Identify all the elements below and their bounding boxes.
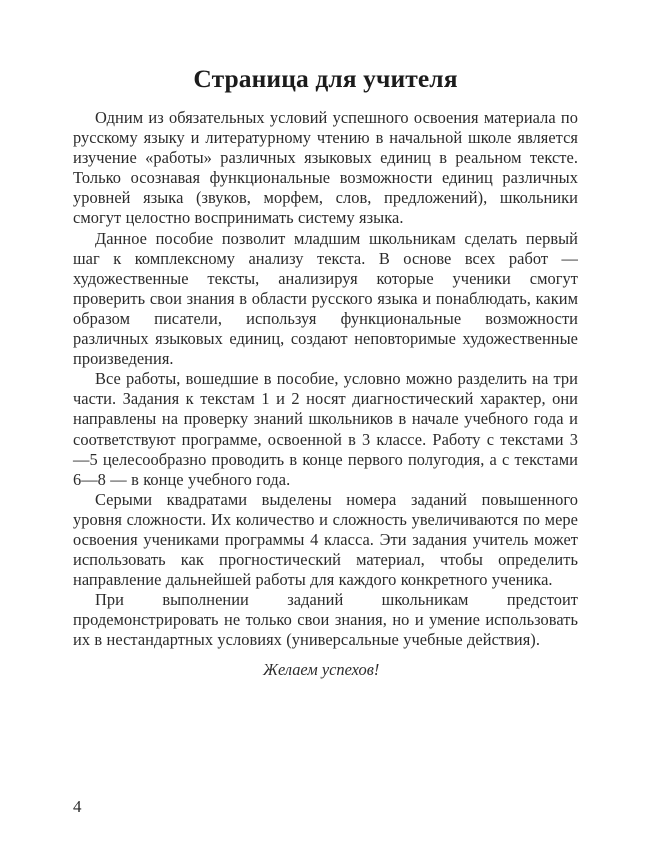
paragraph: Данное пособие позволит младшим школьникам сделать первый шаг к комплексному анализу текста. В основе всех работ — художественные тексты, анализируя которые ученики смогут проверить свои знания в области русского языка и понаблюдать, каким образом писатели, используя функциональные возможности различных языковых единиц, создают неповторимые художественные произведения. [73,228,578,369]
paragraph: Одним из обязательных условий успешного освоения материала по русскому языку и литературному чтению в начальной школе является изучение «работы» различных языковых единиц в реальном тексте. Только осознавая функциональные возможности единиц различных уровней языка (звуков, морфем, слов, предложений), школьники смогут целостно воспринимать систему языка. [73,108,578,228]
body-text-block [73,108,578,680]
page-title: Страница для учителя [193,64,458,93]
page-number: 4 [73,797,82,816]
closing-line: Желаем успехов! [263,659,380,679]
paragraph: Все работы, вошедшие в пособие, условно можно разделить на три части. Задания к текстам 1 и 2 носят диагностический характер, они направлены на проверку знаний школьников в начале учебного года и соответствуют программе, освоенной в 3 классе. Работу с текстами 3—5 целесообразно проводить в конце первого полугодия, а с текстами 6—8 — в конце учебного года. [73,369,578,489]
paragraph: При выполнении заданий школьникам предстоит продемонстрировать не только свои знания, но и умение использовать их в нестандартных условиях (универсальные учебные действия). [73,590,578,650]
paragraph: Серыми квадратами выделены номера заданий повышенного уровня сложности. Их количество и сложность увеличиваются по мере освоения учениками программы 4 класса. Эти задания учитель может использовать как прогностический материал, чтобы определить направление дальнейшей работы для каждого конкретного ученика. [73,489,578,590]
